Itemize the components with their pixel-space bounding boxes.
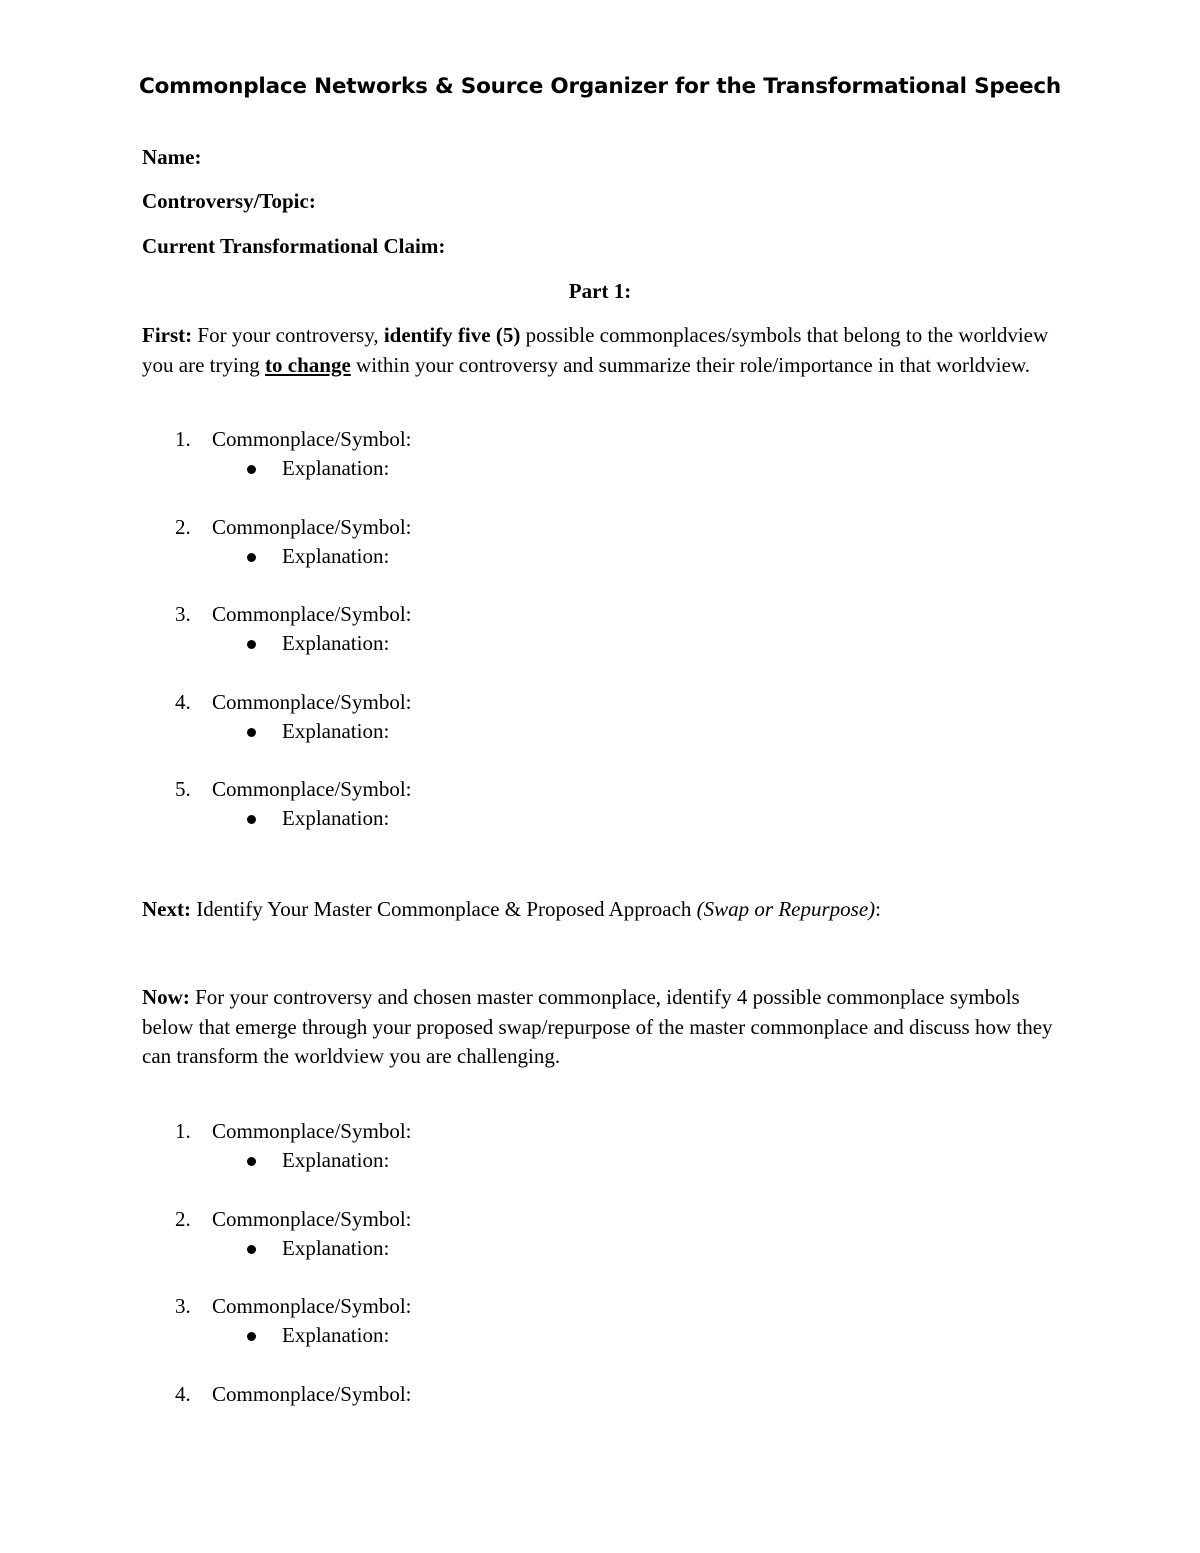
first-lead: First: <box>142 323 193 347</box>
now-instructions <box>142 983 1067 1072</box>
first-instructions <box>142 321 1067 380</box>
item-label: Commonplace/Symbol: <box>212 1381 412 1406</box>
document-title: Commonplace Networks & Source Organizer for the Transformational Speech <box>138 74 1062 99</box>
item-number: 1. <box>175 427 191 451</box>
item-number: 5. <box>175 777 191 802</box>
bullet-icon <box>247 728 256 737</box>
item-explanation: Explanation: <box>282 1148 390 1172</box>
part-heading: Part 1: <box>568 279 632 303</box>
item-label: Commonplace/Symbol: <box>212 602 412 627</box>
next-colon: : <box>875 897 881 921</box>
bullet-icon <box>247 1332 256 1341</box>
bullet-icon <box>247 815 256 824</box>
item-number: 4. <box>175 689 191 714</box>
item-label: Commonplace/Symbol: <box>212 689 412 714</box>
item-explanation: Explanation: <box>282 718 390 743</box>
bullet-icon <box>247 1245 256 1254</box>
item-explanation: Explanation: <box>282 631 390 656</box>
item-number: 3. <box>175 602 191 627</box>
item-number: 4. <box>175 1381 191 1406</box>
item-label: Commonplace/Symbol: <box>212 514 412 539</box>
item-number: 2. <box>175 514 191 539</box>
now-text: For your controversy and chosen master commonplace, identify 4 possible commonplace symbols below that emerge through your proposed swap/repurpose of the master commonplace and discuss how they can transform the worldview you are challenging. <box>142 985 1053 1068</box>
item-label: Commonplace/Symbol: <box>212 1206 412 1231</box>
next-lead: Next: <box>142 897 191 921</box>
item-explanation: Explanation: <box>282 456 390 480</box>
first-text-3: within your controversy and summarize their role/importance in that worldview. <box>350 352 1030 377</box>
first-underline: to change <box>265 352 351 377</box>
bullet-icon <box>247 553 256 562</box>
name-field-label: Name: <box>142 145 202 169</box>
item-label: Commonplace/Symbol: <box>212 1294 412 1319</box>
next-instructions <box>142 894 881 924</box>
first-text-1: For your controversy, <box>192 323 384 347</box>
bullet-icon <box>247 465 256 474</box>
now-lead: Now: <box>142 985 190 1009</box>
item-explanation: Explanation: <box>282 1323 390 1348</box>
first-text-2: possible commonplaces/symbols that belong to the worldview you are trying <box>142 323 1049 377</box>
item-explanation: Explanation: <box>282 1235 390 1260</box>
next-italic: (Swap or Repurpose) <box>696 897 876 921</box>
item-label: Commonplace/Symbol: <box>212 777 412 802</box>
item-number: 1. <box>175 1119 191 1143</box>
item-number: 2. <box>175 1206 191 1231</box>
topic-field-label: Controversy/Topic: <box>142 189 316 213</box>
item-explanation: Explanation: <box>282 543 390 568</box>
next-text: Identify Your Master Commonplace & Proposed Approach <box>190 897 697 921</box>
bullet-icon <box>247 1157 256 1166</box>
bullet-icon <box>247 640 256 649</box>
item-number: 3. <box>175 1294 191 1319</box>
item-label: Commonplace/Symbol: <box>212 427 412 451</box>
item-label: Commonplace/Symbol: <box>212 1119 412 1143</box>
item-explanation: Explanation: <box>282 806 390 831</box>
claim-field-label: Current Transformational Claim: <box>142 234 446 258</box>
first-bold: identify five (5) <box>383 323 521 347</box>
